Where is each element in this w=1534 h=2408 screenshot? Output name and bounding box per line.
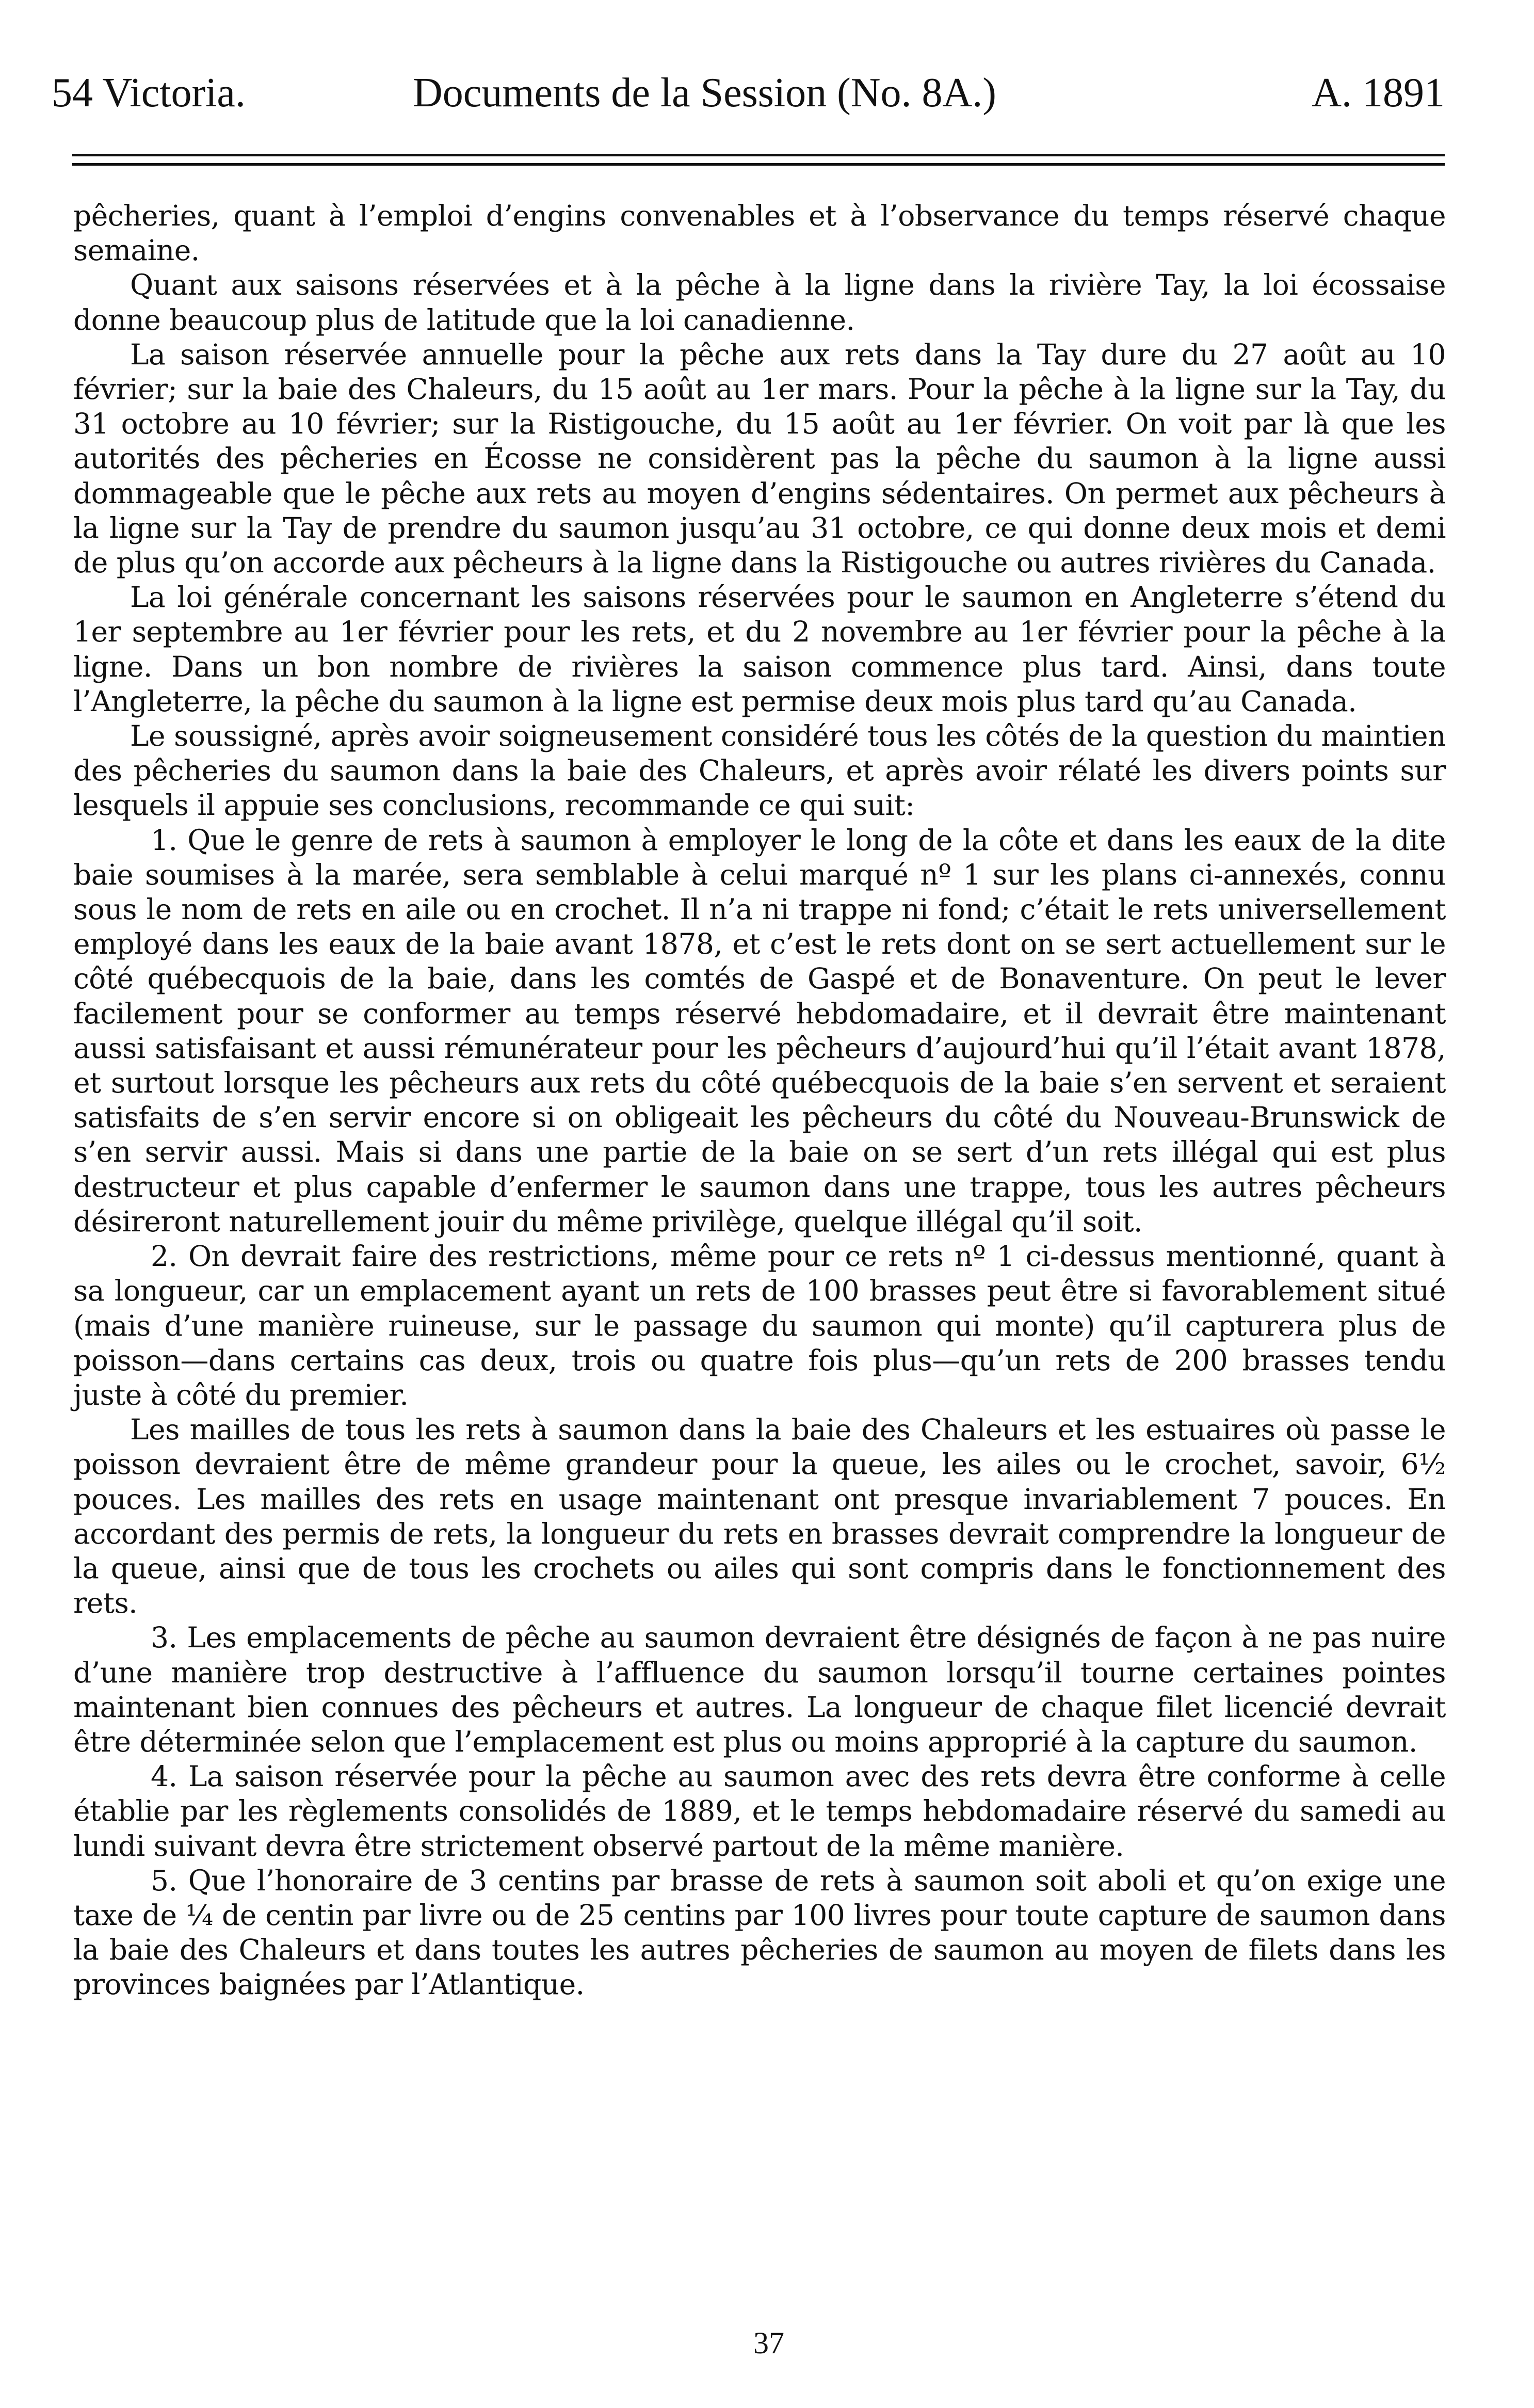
recommendation-4: 4. La saison réservée pour la pêche au saumon avec des rets devra être conforme à celle établie par les règlements consolidés de 1889, et le temps hebdomadaire réservé du samedi au lundi suivant devra être strictement observé partout de la même manière. [73, 1760, 1446, 1863]
paragraph-net-meshes: Les mailles de tous les rets à saumon dans la baie des Chaleurs et les estuaires où passe le poisson devraient être de même grandeur pour la queue, les ailes ou le crochet, savoir, 6½ pouces. Les mailles des rets en usage maintenant ont presque invariablement 7 pouces. En accordant des permis de rets, la longueur du rets en brasses devrait comprendre la longueur de la queue, ainsi que de tous les crochets ou ailes qui sont compris dans le fonctionnement des rets. [73, 1413, 1446, 1620]
header-document-title: Documents de la Session (No. 8A.) [413, 70, 996, 116]
paragraph-england-seasons: La loi générale concernant les saisons réservées pour le saumon en Angleterre s’étend du 1er septembre au 1er février pour les rets, et du 2 novembre au 1er février pour la pêche à la ligne. Dans un bon nombre de rivières la saison commence plus tard. Ainsi, dans toute l’Angleterre, la pêche du saumon à la ligne est permise deux mois plus tard qu’au Canada. [73, 581, 1446, 718]
paragraph-recommendations-intro: Le soussigné, après avoir soigneusement considéré tous les côtés de la question du maintien des pêcheries du saumon dans la baie des Chaleurs, et après avoir rélaté les divers points sur lesquels il appuie ses conclusions, recommande ce qui suit: [73, 719, 1446, 822]
page-header [52, 62, 1445, 124]
document-body [73, 199, 1446, 2002]
recommendation-3: 3. Les emplacements de pêche au saumon devraient être désignés de façon à ne pas nuire d’une manière trop destructive à l’affluence du saumon lorsqu’il tourne certaines pointes maintenant bien connues des pêcheurs et autres. La longueur de chaque filet licencié devrait être déterminée selon que l’emplacement est plus ou moins approprié à la capture du saumon. [73, 1621, 1446, 1758]
header-rule-bottom [72, 163, 1445, 166]
header-year: A. 1891 [1312, 70, 1445, 116]
recommendation-2: 2. On devrait faire des restrictions, même pour ce rets nº 1 ci-dessus mentionné, quant à sa longueur, car un emplacement ayant un rets de 100 brasses peut être si favorablement situé (mais d’une manière ruineuse, sur le passage du saumon qui monte) qu’il capturera plus de poisson—dans certains cas deux, trois ou quatre fois plus—qu’un rets de 200 brasses tendu juste à côté du premier. [73, 1240, 1446, 1411]
page-number: 37 [753, 2326, 784, 2360]
header-rule-top [72, 154, 1445, 156]
recommendation-5: 5. Que l’honoraire de 3 centins par brasse de rets à saumon soit aboli et qu’on exige une taxe de ¼ de centin par livre ou de 25 centins par 100 livres pour toute capture de saumon dans la baie des Chaleurs et dans toutes les autres pêcheries de saumon au moyen de filets dans les provinces baignées par l’Atlantique. [73, 1864, 1446, 2001]
paragraph-continuation: pêcheries, quant à l’emploi d’engins convenables et à l’observance du temps réservé chaque semaine. [73, 199, 1446, 267]
paragraph-annual-close-season: La saison réservée annuelle pour la pêche aux rets dans la Tay dure du 27 août au 10 février; sur la baie des Chaleurs, du 15 août au 1er mars. Pour la pêche à la ligne sur la Tay, du 31 octobre au 10 février; sur la Ristigouche, du 15 août au 1er février. On voit par là que les autorités des pêcheries en Écosse ne considèrent pas la pêche du saumon à la ligne aussi dommageable que le pêche aux rets au moyen d’engins sédentaires. On permet aux pêcheurs à la ligne sur la Tay de prendre du saumon jusqu’au 31 octobre, ce qui donne deux mois et demi de plus qu’on accorde aux pêcheurs à la ligne dans la Ristigouche ou autres rivières du Canada. [73, 338, 1446, 580]
header-session-label: 54 Victoria. [52, 70, 246, 116]
recommendation-1: 1. Que le genre de rets à saumon à employer le long de la côte et dans les eaux de la dite baie soumises à la marée, sera semblable à celui marqué nº 1 sur les plans ci-annexés, connu sous le nom de rets en aile ou en crochet. Il n’a ni trappe ni fond; c’était le rets universellement employé dans les eaux de la baie avant 1878, et c’est le rets dont on se sert actuellement sur le côté québecquois de la baie, dans les comtés de Gaspé et de Bonaventure. On peut le lever facilement pour se conformer au temps réservé hebdomadaire, et il devrait être maintenant aussi satisfaisant et aussi rémunérateur pour les pêcheurs d’aujourd’hui qu’il l’était avant 1878, et surtout lorsque les pêcheurs aux rets du côté québecquois de la baie s’en servent et seraient satisfaits de s’en servir encore si on obligeait les pêcheurs du côté du Nouveau-Brunswick de s’en servir aussi. Mais si dans une partie de la baie on se sert d’un rets illégal qui est plus destructeur et plus capable d’enfermer le saumon dans une trappe, tous les autres pêcheurs désireront naturellement jouir du même privilège, quelque illégal qu’il soit. [73, 823, 1446, 1238]
paragraph-tay-seasons: Quant aux saisons réservées et à la pêche à la ligne dans la rivière Tay, la loi écossaise donne beaucoup plus de latitude que la loi canadienne. [73, 268, 1446, 336]
